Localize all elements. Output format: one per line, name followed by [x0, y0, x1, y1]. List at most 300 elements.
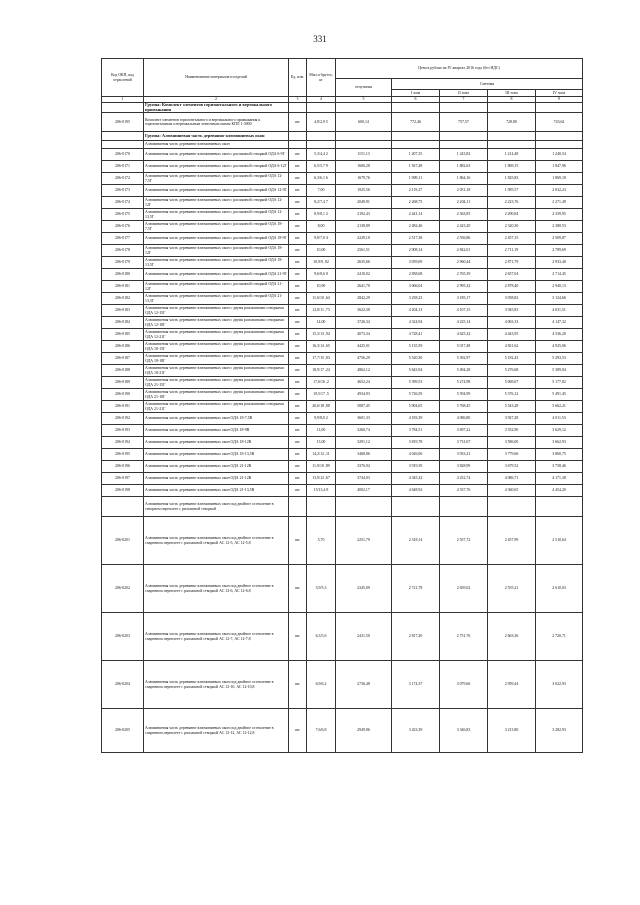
empty-cell	[307, 103, 336, 113]
unit-cell: шт.	[289, 185, 307, 197]
wholesale-price: 4862,12	[336, 365, 392, 377]
price-zone-1: 2 482,46	[392, 221, 440, 233]
mass-cell: 11,00	[307, 425, 336, 437]
product-name: Алюминиевая часть деревянно-алюминиевых окон под двойное остекление в спаренном переплете с распашной створкой АС 12-7, АС 12-7,8	[144, 613, 289, 661]
price-zone-4: 5 491,45	[536, 389, 583, 401]
price-zone-1	[392, 141, 440, 149]
price-zone-4: 2 032,23	[536, 185, 583, 197]
price-zone-4: 2 789,69	[536, 245, 583, 257]
mass-cell	[307, 141, 336, 149]
unit-cell: шт.	[289, 449, 307, 461]
price-zone-1: 1 207,35	[392, 149, 440, 161]
wholesale-price: 1600,28	[336, 161, 392, 173]
price-zone-2: 1 243,82	[440, 149, 488, 161]
price-zone-3	[488, 141, 536, 149]
mass-cell: 10,90	[307, 281, 336, 293]
header-zone-1: I зона	[392, 90, 440, 97]
wholesale-price: 2842,29	[336, 293, 392, 305]
product-code: 206-0195	[102, 113, 144, 132]
unit-cell: шт.	[289, 401, 307, 413]
price-zone-3: 3 586,00	[488, 437, 536, 449]
unit-cell: шт.	[289, 485, 307, 497]
price-zone-4: 5 177,82	[536, 377, 583, 389]
price-zone-3: 4 360,65	[488, 485, 536, 497]
price-zone-4: 3 758,46	[536, 461, 583, 473]
header-name: Наименование материалов и изделий	[144, 59, 289, 97]
unit-cell: шт.	[289, 161, 307, 173]
table-row	[102, 141, 583, 149]
price-zone-4: 3 860,75	[536, 449, 583, 461]
price-zone-3: 2 320,30	[488, 221, 536, 233]
price-zone-1: 3 819,78	[392, 437, 440, 449]
empty-cell	[440, 103, 488, 113]
price-zone-4: 4 454,20	[536, 485, 583, 497]
product-code: 206-0185	[102, 329, 144, 341]
product-code: 206-0201	[102, 517, 144, 565]
price-zone-2: 2 556,86	[440, 233, 488, 245]
price-zone-1: 1 909,11	[392, 173, 440, 185]
price-zone-2: 4 225,14	[440, 317, 488, 329]
mass-cell: 12,8/11 ,73	[307, 305, 336, 317]
price-zone-4: 4 536,20	[536, 329, 583, 341]
product-name: Алюминиевая часть деревянно-алюминиевых окон под двойное остекление в спаренном переплете с распашной створкой АС 12-6, АС 12-6,8	[144, 565, 289, 613]
unit-cell: шт.	[289, 613, 307, 661]
price-zone-1: 4 345,32	[392, 473, 440, 485]
mass-cell: 6,3/5,6	[307, 613, 336, 661]
wholesale-price: 1925,56	[336, 185, 392, 197]
wholesale-price: 4073,34	[336, 329, 392, 341]
mass-cell: 6,3/6,1 6	[307, 173, 336, 185]
wholesale-price: 4425,01	[336, 341, 392, 353]
mass-cell: 15/13,4 8	[307, 485, 336, 497]
wholesale-price: 3291,12	[336, 437, 392, 449]
unit-cell: шт.	[289, 269, 307, 281]
wholesale-price: 2345,09	[336, 565, 392, 613]
unit-cell: шт.	[289, 565, 307, 613]
column-index: 4	[307, 97, 336, 103]
mass-cell: 9,8/7,0 4	[307, 233, 336, 245]
price-zone-2: 3 346,83	[440, 709, 488, 753]
mass-cell: 13,00	[307, 437, 336, 449]
price-zone-2: 5 494,28	[440, 365, 488, 377]
product-code: 206-0191	[102, 401, 144, 413]
price-zone-1: 3 066,04	[392, 281, 440, 293]
price-zone-4: 2 940,13	[536, 281, 583, 293]
header-price-title: Цена в рублях на IV квартал 2016 года (без НДС)	[336, 59, 583, 79]
price-zone-4: 1 869,18	[536, 173, 583, 185]
wholesale-price	[336, 141, 392, 149]
product-code: 206-0178	[102, 245, 144, 257]
price-zone-3: 3 779,66	[488, 449, 536, 461]
product-code: 206-0196	[102, 461, 144, 473]
empty-cell	[307, 132, 336, 141]
price-zone-4: 743,62	[536, 113, 583, 132]
mass-cell: 9,6/8,6 8	[307, 269, 336, 281]
table-row	[102, 197, 583, 209]
mass-cell: 10,9/9, 82	[307, 257, 336, 269]
header-code: Код ОКП, код отраслевой	[102, 59, 144, 97]
unit-cell: шт.	[289, 257, 307, 269]
table-row	[102, 365, 583, 377]
unit-cell: шт.	[289, 197, 307, 209]
price-zone-1: 4 324,94	[392, 317, 440, 329]
empty-cell	[488, 132, 536, 141]
mass-cell: 11,6/10 ,64	[307, 293, 336, 305]
product-code: 206-0205	[102, 709, 144, 753]
unit-cell: шт.	[289, 245, 307, 257]
price-table	[101, 58, 583, 753]
product-code: 206-0186	[102, 341, 144, 353]
price-zone-2: 3 731,67	[440, 437, 488, 449]
header-zone-2: II зона	[440, 90, 488, 97]
price-zone-3: 1 214,48	[488, 149, 536, 161]
table-row	[102, 293, 583, 305]
mass-cell: 8,9/8,1 2	[307, 209, 336, 221]
price-zone-3: 5 182,43	[488, 353, 536, 365]
unit-cell: шт.	[289, 233, 307, 245]
price-zone-4: 4 031,51	[536, 305, 583, 317]
price-zone-1: 3 919,39	[392, 461, 440, 473]
product-name: Алюминиевая часть деревянно-алюминиевых окон с распашной створкой ОДА 21-12Г	[144, 281, 289, 293]
product-code	[102, 141, 144, 149]
price-zone-2: 2 557,72	[440, 517, 488, 565]
price-zone-3: 2 457,15	[488, 233, 536, 245]
product-code: 206-0182	[102, 293, 144, 305]
empty-cell	[336, 103, 392, 113]
table-row	[102, 317, 583, 329]
table-row	[102, 473, 583, 485]
empty-cell	[440, 132, 488, 141]
price-zone-3: 2 657,04	[488, 269, 536, 281]
mass-cell: 16,3/14 ,65	[307, 341, 336, 353]
price-zone-2: 2 423,20	[440, 221, 488, 233]
price-zone-2: 2 363,85	[440, 209, 488, 221]
product-name: Алюминиевая часть деревянно-алюминиевых окон с распашной створкой ОДА 12-7,5Г	[144, 173, 289, 185]
product-code: 206-0176	[102, 221, 144, 233]
wholesale-price: 3726,34	[336, 317, 392, 329]
table-row	[102, 233, 583, 245]
product-name: Алюминиевая часть деревянно-алюминиевых окон с двумя распашными створками ОДА 12-15Г	[144, 305, 289, 317]
product-name: Алюминиевая часть деревянно-алюминиевых окон с распашной створкой ОДА 18-7,5Г	[144, 221, 289, 233]
price-zone-3: 1 825,83	[488, 173, 536, 185]
price-zone-3: 5 069,67	[488, 377, 536, 389]
price-zone-4: 5 293,53	[536, 353, 583, 365]
price-zone-2: 3 828,99	[440, 461, 488, 473]
wholesale-price: 4652,24	[336, 377, 392, 389]
product-name: Алюминиевая часть деревянно-алюминиевых окон	[144, 141, 289, 149]
price-zone-1	[392, 497, 440, 517]
table-row	[102, 461, 583, 473]
product-code: 206-0184	[102, 317, 144, 329]
table-body	[102, 103, 583, 753]
wholesale-price: 2192,43	[336, 209, 392, 221]
column-index: 8	[488, 97, 536, 103]
wholesale-price: 4934,93	[336, 389, 392, 401]
price-zone-3: 2 223,76	[488, 197, 536, 209]
column-index: 1	[102, 97, 144, 103]
price-zone-3: 4 821,62	[488, 341, 536, 353]
price-zone-1: 3 174,37	[392, 661, 440, 709]
wholesale-price: 2138,89	[336, 221, 392, 233]
empty-cell	[488, 103, 536, 113]
price-zone-2: 2 842,01	[440, 245, 488, 257]
product-code: 206-0177	[102, 233, 144, 245]
price-zone-4: 2 714,45	[536, 269, 583, 281]
price-zone-2: 5 768,45	[440, 401, 488, 413]
unit-cell: шт.	[289, 281, 307, 293]
price-zone-3: 4 443,95	[488, 329, 536, 341]
price-zone-2: 4 107,15	[440, 305, 488, 317]
price-zone-1: 5 904,65	[392, 401, 440, 413]
product-name: Алюминиевая часть деревянно-алюминиевых окон ОДА 21-12В	[144, 461, 289, 473]
product-name: Алюминиевая часть деревянно-алюминиевых окон с распашной створкой ОДА 12-13,5Г	[144, 209, 289, 221]
table-row	[102, 661, 583, 709]
price-zone-2: 4 537,76	[440, 485, 488, 497]
table-row	[102, 269, 583, 281]
price-zone-4: 2 509,87	[536, 233, 583, 245]
table-row	[102, 221, 583, 233]
unit-cell: шт.	[289, 293, 307, 305]
product-name: Алюминиевая часть деревянно-алюминиевых окон с распашной створкой ОДА 6-12Г	[144, 161, 289, 173]
price-zone-1: 2 908,14	[392, 245, 440, 257]
table-row	[102, 437, 583, 449]
product-code: 206-0195	[102, 449, 144, 461]
unit-cell: шт.	[289, 437, 307, 449]
product-name: Алюминиевая часть деревянно-алюминиевых окон под двойное остекление в створном переплете с распашной створкой	[144, 497, 289, 517]
product-name: Алюминиевая часть деревянно-алюминиевых окон с двумя распашными створками ОДА 12-21Г	[144, 329, 289, 341]
mass-cell: 17,6/16 ,2	[307, 377, 336, 389]
wholesale-price: 2431,50	[336, 613, 392, 661]
table-row	[102, 161, 583, 173]
product-name: Комплект элементов горизонтального и вертикального примыкания к горизонтальным и вертикальным ленточным окнам КПЛ 1-3000	[144, 113, 289, 132]
table-row	[102, 517, 583, 565]
price-zone-2: 2 051,18	[440, 185, 488, 197]
wholesale-price: 2641,70	[336, 281, 392, 293]
table-row	[102, 245, 583, 257]
price-zone-1: 3 059,09	[392, 257, 440, 269]
product-code: 206-0192	[102, 413, 144, 425]
mass-cell: 9,9/8,0 2	[307, 413, 336, 425]
product-code: 206-0171	[102, 161, 144, 173]
price-zone-1: 2 119,27	[392, 185, 440, 197]
wholesale-price: 2049,91	[336, 197, 392, 209]
unit-cell: шт.	[289, 461, 307, 473]
price-zone-1: 5 726,59	[392, 389, 440, 401]
price-zone-4: 2 720,71	[536, 613, 583, 661]
price-zone-1: 5 399,53	[392, 377, 440, 389]
group-row	[102, 103, 583, 113]
product-name: Алюминиевая часть деревянно-алюминиевых окон с двумя распашными створками ОДА 18-18Г	[144, 353, 289, 365]
wholesale-price: 4756,29	[336, 353, 392, 365]
product-code: 206-0203	[102, 613, 144, 661]
price-zone-3: 5 376,12	[488, 389, 536, 401]
product-name: Алюминиевая часть деревянно-алюминиевых окон с распашной створкой ОДА 21-13,5Г	[144, 293, 289, 305]
table-row	[102, 377, 583, 389]
mass-cell: 4,8/2,9 5	[307, 113, 336, 132]
product-name: Алюминиевая часть деревянно-алюминиевых окон с распашной створкой ОДА 12-9Г	[144, 185, 289, 197]
price-zone-2: 3 185,17	[440, 293, 488, 305]
unit-cell: шт.	[289, 149, 307, 161]
price-zone-2: 2 960,44	[440, 257, 488, 269]
mass-cell: 17,7/15 ,83	[307, 353, 336, 365]
price-zone-2: 4 625,32	[440, 329, 488, 341]
product-code: 206-0190	[102, 389, 144, 401]
wholesale-price: 5087,45	[336, 401, 392, 413]
price-zone-3: 1 869,15	[488, 161, 536, 173]
price-zone-2: 2 995,32	[440, 281, 488, 293]
product-code: 206-0189	[102, 377, 144, 389]
unit-cell	[289, 141, 307, 149]
price-zone-2: 1 864,16	[440, 173, 488, 185]
price-zone-1: 4 183,39	[392, 413, 440, 425]
price-zone-3: 3 679,52	[488, 461, 536, 473]
price-zone-3: 3 213,80	[488, 709, 536, 753]
price-zone-4: 1 847,96	[536, 161, 583, 173]
empty-cell	[392, 132, 440, 141]
price-zone-2: 3 933,21	[440, 449, 488, 461]
column-index: 7	[440, 97, 488, 103]
table-row	[102, 413, 583, 425]
price-zone-3: 3 058,82	[488, 293, 536, 305]
product-name: Алюминиевая часть деревянно-алюминиевых окон с распашной створкой ОДА 18-9Г	[144, 233, 289, 245]
product-name: Алюминиевая часть деревянно-алюминиевых окон под двойное остекление в спаренном переплете с распашной створкой АС 12-10, АС 12-10,8	[144, 661, 289, 709]
column-index: 3	[289, 97, 307, 103]
price-zone-4: 3 662,93	[536, 437, 583, 449]
mass-cell: 7,6/6,8	[307, 709, 336, 753]
price-zone-3: 3 945,83	[488, 305, 536, 317]
product-name: Алюминиевая часть деревянно-алюминиевых окон с двумя распашными створками ОДА 18-21Г	[144, 365, 289, 377]
product-name: Алюминиевая часть деревянно-алюминиевых окон ОДА 21-13,5В	[144, 485, 289, 497]
table-row	[102, 401, 583, 413]
group-row	[102, 132, 583, 141]
price-zone-4: 3 022,93	[536, 661, 583, 709]
product-code: 206-0174	[102, 197, 144, 209]
wholesale-price: 3744,03	[336, 473, 392, 485]
empty-cell	[289, 132, 307, 141]
mass-cell: 5,3/4,4 2	[307, 149, 336, 161]
table-row	[102, 497, 583, 517]
price-zone-3: 2 290,84	[488, 209, 536, 221]
table-row	[102, 329, 583, 341]
product-name: Алюминиевая часть деревянно-алюминиевых окон под двойное остекление в спаренном переплете с распашной створкой АС 12-5, АС 12-5,8	[144, 517, 289, 565]
wholesale-price: 3376,94	[336, 461, 392, 473]
product-name: Алюминиевая часть деревянно-алюминиевых окон ОДА 18-13,5В	[144, 449, 289, 461]
product-code: 206-0175	[102, 209, 144, 221]
unit-cell: шт.	[289, 209, 307, 221]
price-zone-3: 3 552,90	[488, 425, 536, 437]
product-name: Алюминиевая часть деревянно-алюминиевых окон с распашной створкой ОДА 6-9Г	[144, 149, 289, 161]
mass-cell: 5,9/5,3	[307, 565, 336, 613]
wholesale-price: 2635,66	[336, 257, 392, 269]
product-name: Алюминиевая часть деревянно-алюминиевых окон ОДА 18-12В	[144, 437, 289, 449]
unit-cell: шт.	[289, 473, 307, 485]
group-title: Группа: Алюминиевая часть деревянно-алюминиевых окон	[144, 132, 289, 141]
mass-cell: 14,2/12 ,11	[307, 449, 336, 461]
price-zone-2: 2 659,02	[440, 565, 488, 613]
group-code-cell	[102, 132, 144, 141]
product-code: 206-0193	[102, 425, 144, 437]
wholesale-price: 1151,13	[336, 149, 392, 161]
column-index: 9	[536, 97, 583, 103]
empty-cell	[336, 132, 392, 141]
product-code: 206-0183	[102, 305, 144, 317]
price-zone-3: 728,80	[488, 113, 536, 132]
empty-cell	[392, 103, 440, 113]
table-row	[102, 113, 583, 132]
product-name: Алюминиевая часть деревянно-алюминиевых окон с двумя распашными створками ОДА 21-18Г	[144, 389, 289, 401]
product-code: 206-0172	[102, 173, 144, 185]
unit-cell	[289, 497, 307, 517]
price-zone-1: 2 838,68	[392, 269, 440, 281]
price-zone-2: 5 017,48	[440, 341, 488, 353]
product-name: Алюминиевая часть деревянно-алюминиевых окон с двумя распашными створками ОДА 18-15Г	[144, 341, 289, 353]
wholesale-price: 2736,48	[336, 661, 392, 709]
table-row	[102, 709, 583, 753]
price-zone-3: 3 927,28	[488, 413, 536, 425]
unit-cell: шт.	[289, 517, 307, 565]
price-zone-2: 2 204,11	[440, 197, 488, 209]
wholesale-price: 600,14	[336, 113, 392, 132]
header-zone-3: III зона	[488, 90, 536, 97]
price-zone-1: 3 784,51	[392, 425, 440, 437]
product-name: Алюминиевая часть деревянно-алюминиевых окон с распашной створкой ОДА 12-12Г	[144, 197, 289, 209]
price-zone-2: 3 697,22	[440, 425, 488, 437]
table-row	[102, 185, 583, 197]
price-zone-1: 4 728,41	[392, 329, 440, 341]
product-code	[102, 497, 144, 517]
group-title: Группа: Комплект элементов горизонтального и вертикального примыкания	[144, 103, 289, 113]
mass-cell: 13,9/12 ,67	[307, 473, 336, 485]
price-zone-4: 3 124,66	[536, 293, 583, 305]
product-code: 206-0187	[102, 353, 144, 365]
price-zone-4: 4 011,53	[536, 413, 583, 425]
table-row	[102, 485, 583, 497]
header-wholesale: отпускная	[336, 79, 392, 97]
product-name: Алюминиевая часть деревянно-алюминиевых окон ОДА 18-9В	[144, 425, 289, 437]
product-code: 206-0181	[102, 281, 144, 293]
unit-cell: шт.	[289, 353, 307, 365]
table-row	[102, 209, 583, 221]
unit-cell: шт.	[289, 709, 307, 753]
wholesale-price: 1679,76	[336, 173, 392, 185]
product-code: 206-0198	[102, 485, 144, 497]
price-zone-4: 2 933,40	[536, 257, 583, 269]
product-name: Алюминиевая часть деревянно-алюминиевых окон с двумя распашными створками ОДА 21-21Г	[144, 401, 289, 413]
price-zone-4: 2 510,64	[536, 517, 583, 565]
price-zone-3: 2 878,40	[488, 281, 536, 293]
price-zone-1: 4 026,06	[392, 449, 440, 461]
price-zone-3: 2 457,99	[488, 517, 536, 565]
price-zone-1: 2 817,20	[392, 613, 440, 661]
header-zone-4: IV зона	[536, 90, 583, 97]
product-name: Алюминиевая часть деревянно-алюминиевых окон с распашной створкой ОДА 18-12Г	[144, 245, 289, 257]
price-zone-2	[440, 497, 488, 517]
price-zone-4: 3 282,93	[536, 709, 583, 753]
table-row	[102, 449, 583, 461]
price-zone-4: 2 271,49	[536, 197, 583, 209]
price-zone-3: 1 985,57	[488, 185, 536, 197]
price-zone-2: 3 079,66	[440, 661, 488, 709]
column-index: 2	[144, 97, 289, 103]
price-zone-1: 5 135,59	[392, 341, 440, 353]
price-zone-3: 2 663,36	[488, 613, 536, 661]
mass-cell: 11,9/10 ,89	[307, 461, 336, 473]
product-code: 206-0204	[102, 661, 144, 709]
mass-cell: 18,9/17 ,24	[307, 365, 336, 377]
mass-cell: 14,00	[307, 317, 336, 329]
header-estimate: Сметная	[392, 79, 583, 90]
table-row	[102, 425, 583, 437]
